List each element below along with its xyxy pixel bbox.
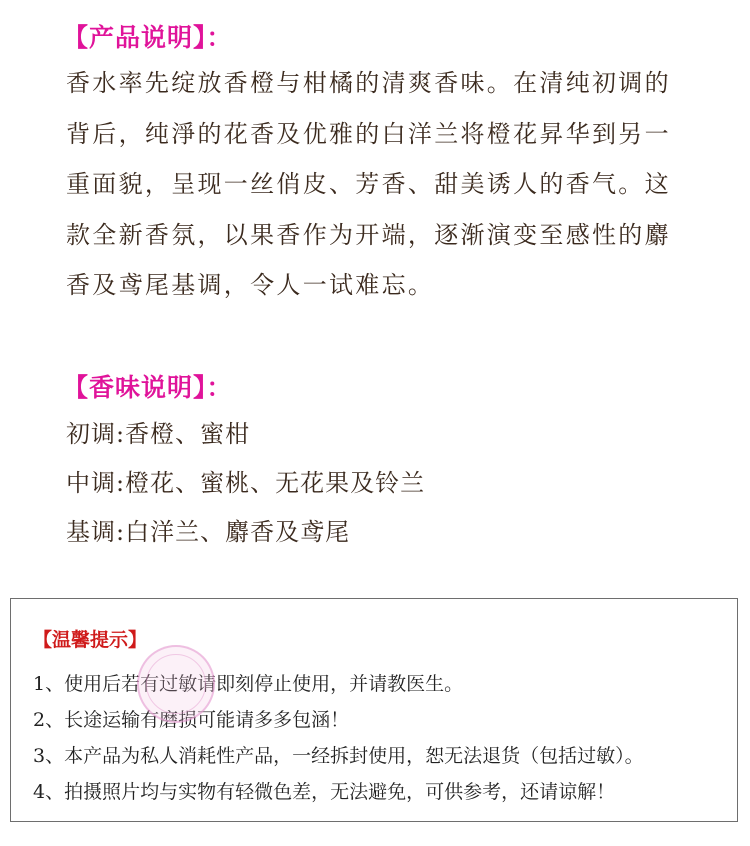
tip-item: 1、使用后若有过敏请即刻停止使用，并请教医生。 xyxy=(33,673,464,695)
warm-tips-box xyxy=(10,598,738,822)
description-line: 背后，纯淨的花香及优雅的白洋兰将橙花昇华到另一 xyxy=(66,119,671,148)
watermark-seal xyxy=(137,645,215,723)
description-line: 香及鸢尾基调，令人一试难忘。 xyxy=(66,271,435,299)
description-line: 重面貌，呈现一丝俏皮、芳香、甜美诱人的香气。这 xyxy=(66,170,671,198)
tip-item: 4、拍摄照片均与实物有轻微色差，无法避免，可供参考，还请谅解！ xyxy=(33,781,616,803)
description-line: 香水率先绽放香橙与柑橘的清爽香味。在清纯初调的 xyxy=(66,69,671,97)
tip-item: 3、本产品为私人消耗性产品，一经拆封使用，恕无法退货（包括过敏）。 xyxy=(33,745,644,767)
base-note: 基调:白洋兰、麝香及鸢尾 xyxy=(66,518,351,546)
product-description xyxy=(66,64,706,317)
tip-item: 2、长途运输有磨损可能请多多包涵！ xyxy=(33,709,350,731)
scent-notes-list xyxy=(66,416,425,563)
warm-tips-list xyxy=(33,669,644,813)
middle-note: 中调:橙花、蜜桃、无花果及铃兰 xyxy=(66,469,426,497)
top-note: 初调:香橙、蜜柑 xyxy=(66,420,251,448)
description-line: 款全新香氛，以果香作为开端，逐渐演变至感性的麝 xyxy=(66,220,671,249)
scent-description-heading: 【香味说明】： xyxy=(63,373,233,402)
product-description-heading: 【产品说明】： xyxy=(63,23,233,52)
warm-tips-title: 【温馨提示】 xyxy=(33,629,148,651)
